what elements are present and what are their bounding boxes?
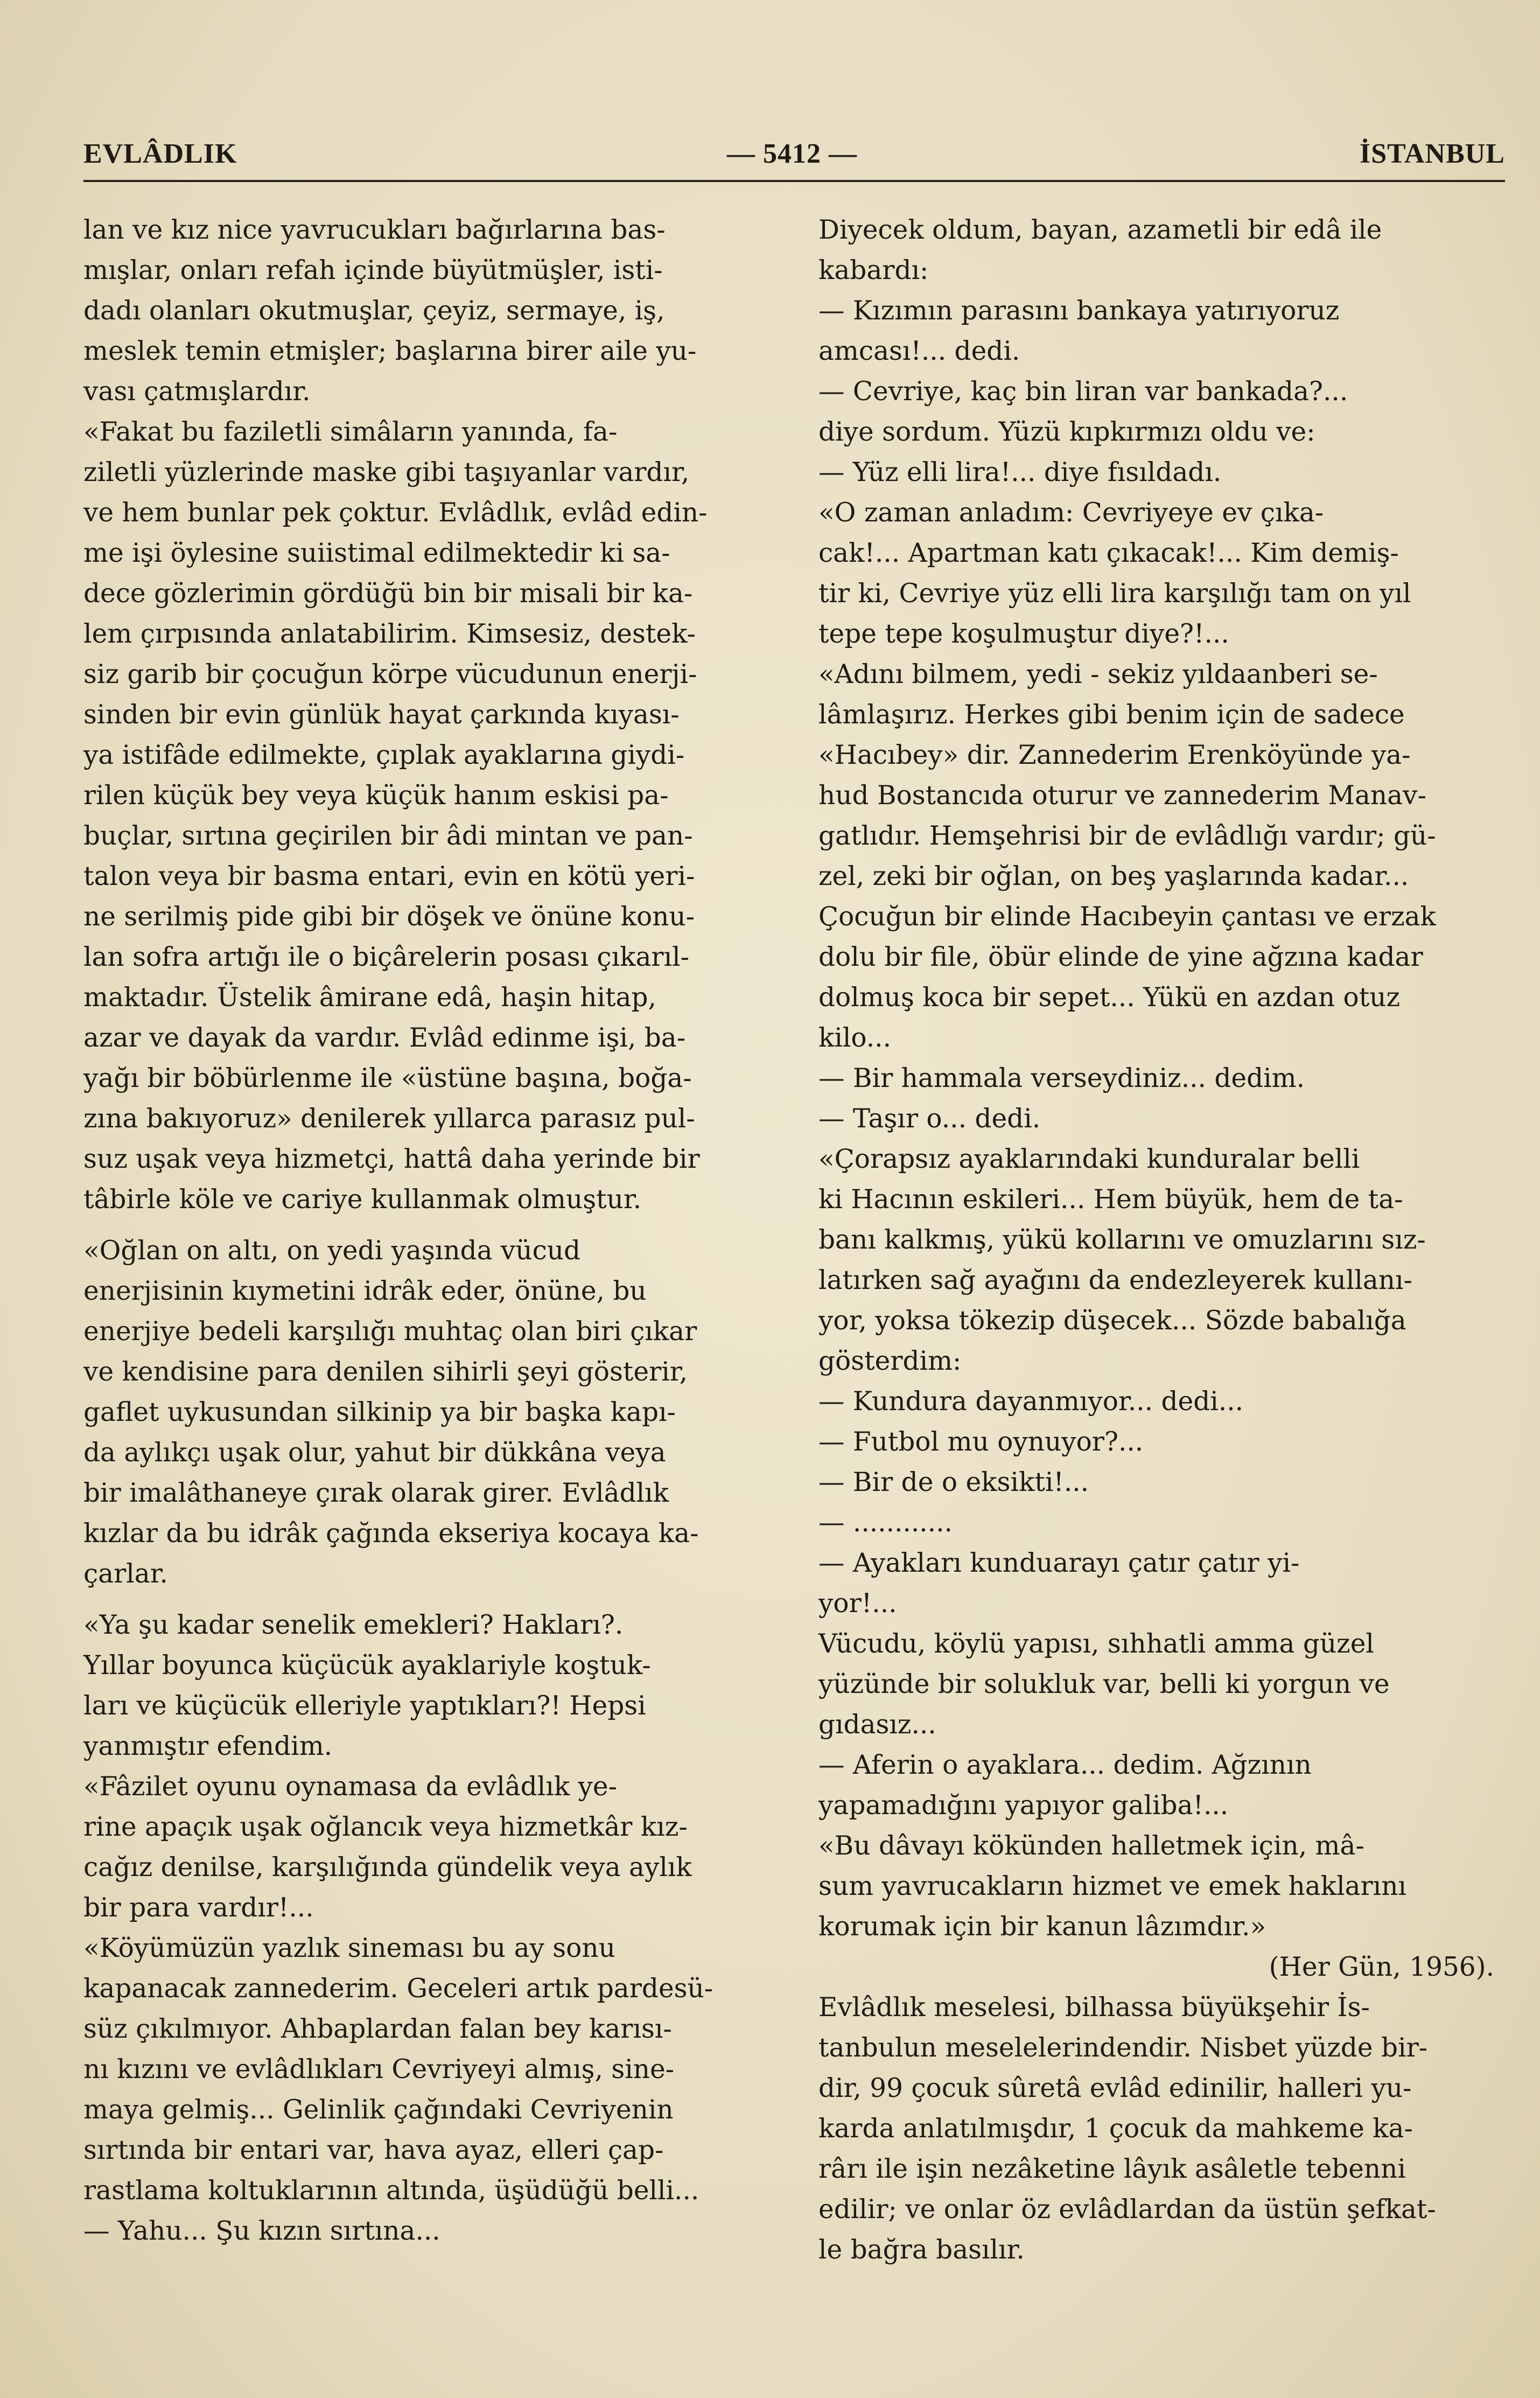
page-number: — 5412 — (727, 138, 857, 169)
paragraph: Diyecek oldum, bayan, azametli bir edâ ile kabardı: (818, 215, 1382, 285)
paragraph: «O zaman anladım: Cevriyeye ev çıka- cak!... Apartman katı çıkacak!... Kim demiş- tir ki, Cevriye yüz elli lira karşılığı tam on yıl tepe tepe koşulmuştur diye?!... (818, 498, 1411, 649)
paragraph: Evlâdlık meselesi, bilhassa büyükşehir İs- tanbulun meselelerindendir. Nisbet yüzde bir- dir, 99 çocuk sûretâ evlâd edinilir, halleri yu- karda anlatılmışdır, 1 çocuk da mahkeme ka- rârı ile işin nezâketine lâyık asâletle tebenni edilir; ve onlar öz evlâdlardan da üstün şefkat- le bağra basılır. (818, 1992, 1436, 2265)
paragraph: — Aferin o ayaklara... dedim. Ağzının yapamadığını yapıyor galiba!... (818, 1750, 1312, 1821)
paragraph: — Yüz elli lira!... diye fısıldadı. (818, 457, 1222, 487)
left-column (83, 210, 781, 2251)
paragraph: — Futbol mu oynuyor?... (818, 1427, 1144, 1457)
paragraph: — Cevriye, kaç bin liran var bankada?... diye sordum. Yüzü kıpkırmızı oldu ve: (818, 377, 1348, 447)
paragraph: — Bir hammala verseydiniz... dedim. (818, 1063, 1305, 1093)
paragraph: — Yahu... Şu kızın sırtına... (83, 2216, 440, 2246)
paragraph: «Çorapsız ayaklarındaki kunduralar belli ki Hacının eskileri... Hem büyük, hem de ta- banı kalkmış, yükü kollarını ve omuzlarını sız- latırken sağ ayağını da endezleyerek kullanı- yor, yoksa tökezip düşecek... Sözde babalığa gösterdim: (818, 1144, 1426, 1376)
paragraph: «Oğlan on altı, on yedi yaşında vücud enerjisinin kıymetini idrâk eder, önüne, bu enerjiye bedeli karşılığı muhtaç olan biri çıkar ve kendisine para denilen sihirli şeyi gösterir, gaflet uykusundan silkinip ya bir başka kapı- da aylıkçı uşak olur, yahut bir dükkâna veya bir imalâthaneye çırak olarak girer. Evlâdlık kızlar da bu idrâk çağında ekseriya kocaya ka- çarlar. (83, 1236, 699, 1589)
paragraph: — ............ (818, 1508, 953, 1538)
paragraph: — Taşır o... dedi. (818, 1104, 1041, 1134)
paragraph: lan ve kız nice yavrucukları bağırlarına bas- mışlar, onları refah içinde büyütmüşler, isti- dadı olanları okutmuşlar, çeyiz, sermaye, iş, meslek temin etmişler; başlarına birer aile yu- vası çatmışlardır. (83, 215, 697, 407)
citation: (Her Gün, 1956). (1269, 1952, 1494, 1982)
paragraph: «Fâzilet oyunu oynamasa da evlâdlık ye- rine apaçık uşak oğlancık veya hizmetkâr kız- cağız denilse, karşılığında gündelik veya aylık bir para vardır!... (83, 1772, 692, 1923)
header-book-title: İSTANBUL (1359, 138, 1505, 169)
paragraph: «Bu dâvayı kökünden halletmek için, mâ- sum yavrucakların hizmet ve emek haklarını korumak için bir kanun lâzımdır.» (818, 1831, 1406, 1942)
paragraph: — Kızımın parasını bankaya yatırıyoruz amcası!... dedi. (818, 296, 1340, 366)
paragraph: «Ya şu kadar senelik emekleri? Hakları?. Yıllar boyunca küçücük ayaklariyle koştuk- ları ve küçücük elleriyle yaptıkları?! Hepsi yanmıştır efendim. (83, 1610, 651, 1761)
paragraph-gap (83, 1594, 781, 1605)
paragraph: Vücudu, köylü yapısı, sıhhatli amma güzel yüzünde bir solukluk var, belli ki yorgun ve gıdasız... (818, 1629, 1390, 1740)
header-rule (83, 180, 1505, 182)
paragraph: «Fakat bu faziletli simâların yanında, fa- ziletli yüzlerinde maske gibi taşıyanlar vardır, ve hem bunlar pek çoktur. Evlâdlık, evlâd edin- me işi öylesine suiistimal edilmektedir ki sa- dece gözlerimin gördüğü bin bir misali bir ka- lem çırpısında anlatabilirim. Kimsesiz, destek- siz garib bir çocuğun körpe vücudunun enerji- sinden bir evin günlük hayat çarkında kıyası- ya istifâde edilmekte, çıplak ayaklarına giydi- rilen küçük bey veya küçük hanım eskisi pa- buçlar, sırtına geçirilen bir âdi mintan ve pan- talon veya bir basma entari, evin en kötü yeri- ne serilmiş pide gibi bir döşek ve önüne konu- lan sofra artığı ile o biçârelerin posası çıkarıl- maktadır. Üstelik âmirane edâ, haşin hitap, azar ve dayak da vardır. Evlâd edinme işi, ba- yağı bir böbürlenme ile «üstüne başına, boğa- zına bakıyoruz» denilerek yıllarca parasız pul- suz uşak veya hizmetçi, hattâ daha yerinde bir tâbirle köle ve cariye kullanmak olmuştur. (83, 417, 708, 1215)
paragraph: — Bir de o eksikti!... (818, 1467, 1089, 1497)
right-column (818, 210, 1510, 2270)
header-section-title: EVLÂDLIK (83, 138, 237, 169)
paragraph-gap (83, 1220, 781, 1231)
paragraph: «Köyümüzün yazlık sineması bu ay sonu kapanacak zannederim. Geceleri artık pardesü- süz çıkılmıyor. Ahbaplardan falan bey karısı- nı kızını ve evlâdlıkları Cevriyeyi almış, sine- maya gelmiş... Gelinlik çağındaki Cevriyenin sırtında bir entari var, hava ayaz, elleri çap- rastlama koltuklarının altında, üşüdüğü belli... (83, 1933, 713, 2206)
paragraph: «Adını bilmem, yedi - sekiz yıldaanberi se- lâmlaşırız. Herkes gibi benim için de sadece «Hacıbey» dir. Zannederim Erenköyünde ya- hud Bostancıda oturur ve zannederim Manav- gatlıdır. Hemşehrisi bir de evlâdlığı vardır; gü- zel, zeki bir oğlan, on beş yaşlarında kadar... Çocuğun bir elinde Hacıbeyin çantası ve erzak dolu bir file, öbür elinde de yine ağzına kadar dolmuş koca bir sepet... Yükü en azdan otuz kilo... (818, 659, 1436, 1053)
paragraph: — Ayakları kunduarayı çatır çatır yi- yor!... (818, 1548, 1300, 1619)
paragraph: — Kundura dayanmıyor... dedi... (818, 1386, 1244, 1417)
running-header (83, 127, 1505, 170)
